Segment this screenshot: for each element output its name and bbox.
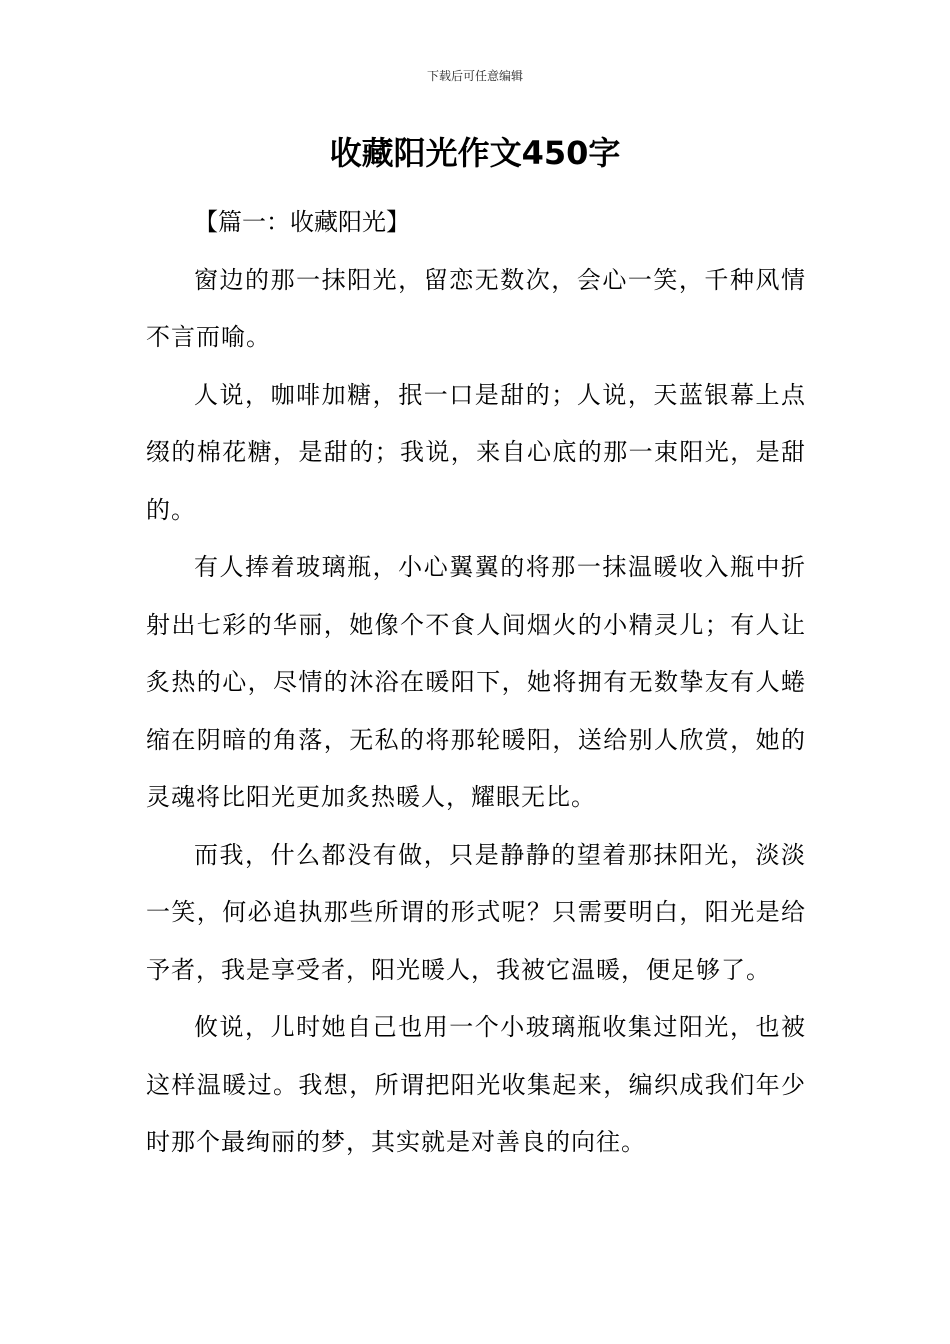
paragraph-2: 人说，咖啡加糖，抿一口是甜的；人说，天蓝银幕上点缀的棉花糖，是甜的；我说，来自心底的那一束阳光，是甜的。 [146,380,806,524]
paragraph-3: 有人捧着玻璃瓶，小心翼翼的将那一抹温暖收入瓶中折射出七彩的华丽，她像个不食人间烟火的小精灵儿；有人让炙热的心，尽情的沐浴在暖阳下，她将拥有无数挚友有人蜷缩在阴暗的角落，无私的将那轮暖阳，送给别人欣赏，她的灵魂将比阳光更加炙热暖人，耀眼无比。 [146,553,806,811]
section-heading: 【篇一：收藏阳光】 [194,208,410,236]
document-body [146,194,806,1172]
paragraph-5: 攸说，儿时她自己也用一个小玻璃瓶收集过阳光，也被这样温暖过。我想，所谓把阳光收集起来，编织成我们年少时那个最绚丽的梦，其实就是对善良的向往。 [146,1013,806,1156]
header-note: 下载后可任意编辑 [426,69,523,83]
paragraph-1: 窗边的那一抹阳光，留恋无数次，会心一笑，千种风情不言而喻。 [146,265,806,351]
paragraph-4: 而我，什么都没有做，只是静静的望着那抹阳光，淡淡一笑，何必追执那些所谓的形式呢？只需要明白，阳光是给予者，我是享受者，阳光暖人，我被它温暖，便足够了。 [146,840,806,984]
document-title: 收藏阳光作文450字 [329,134,621,172]
